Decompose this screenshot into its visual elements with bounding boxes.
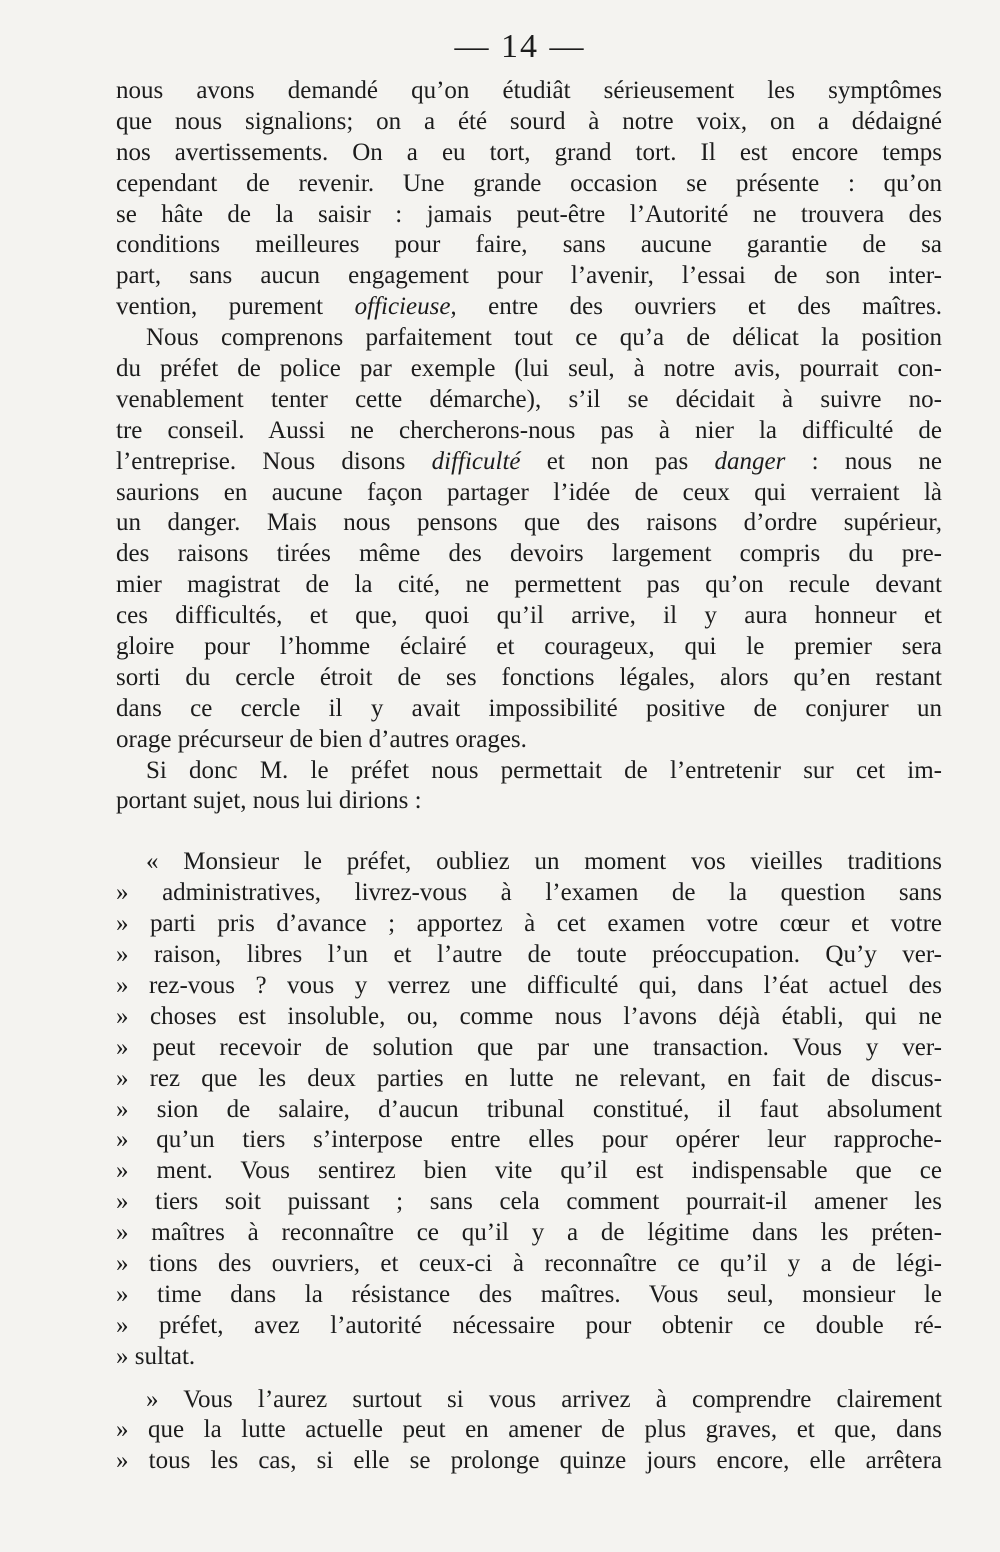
quote-line: » time dans la résistance des maîtres. Vous seul, monsieur le xyxy=(116,1280,942,1308)
text-line: venablement tenter cette démarche), s’il se décidait à suivre no- xyxy=(116,385,942,413)
text-line: mier magistrat de la cité, ne permettent pas qu’on recule devant xyxy=(116,571,942,599)
text-line: nos avertissements. On a eu tort, grand tort. Il est encore temps xyxy=(116,138,942,166)
paragraph xyxy=(116,76,942,323)
text-line: Nous comprenons parfaitement tout ce qu’a de délicat la position xyxy=(146,324,942,352)
quote-line: » tiers soit puissant ; sans cela comment pourrait-il amener les xyxy=(116,1188,942,1216)
page-number: — 14 — xyxy=(454,28,586,65)
quote-line: » qu’un tiers s’interpose entre elles pour opérer leur rapproche- xyxy=(116,1126,942,1154)
paragraph xyxy=(116,323,942,755)
quote-line: » choses est insoluble, ou, comme nous l’avons déjà établi, qui ne xyxy=(116,1002,942,1030)
quote-line: » sultat. xyxy=(116,1342,196,1370)
quote-line: » Vous l’aurez surtout si vous arrivez à comprendre clairement xyxy=(146,1385,942,1413)
text-line xyxy=(116,292,942,323)
text-run: l’entreprise. Nous disons xyxy=(116,447,432,475)
text-line: un danger. Mais nous pensons que des raisons d’ordre supérieur, xyxy=(116,509,942,537)
text-line xyxy=(116,447,942,478)
quotation xyxy=(116,847,942,1477)
quote-line: » administratives, livrez-vous à l’examen de la question sans xyxy=(116,879,942,907)
text-line: conditions meilleures pour faire, sans aucune garantie de sa xyxy=(116,231,942,259)
quote-line: » préfet, avez l’autorité nécessaire pour obtenir ce double ré- xyxy=(116,1311,942,1339)
quote-line: » parti pris d’avance ; apportez à cet examen votre cœur et votre xyxy=(116,910,942,938)
body-text xyxy=(116,76,942,1477)
text-line: cependant de revenir. Une grande occasion se présente : qu’on xyxy=(116,169,942,197)
spacer xyxy=(116,1373,942,1385)
text-line: Si donc M. le préfet nous permettait de l’entretenir sur cet im- xyxy=(146,756,942,784)
text-line: saurions en aucune façon partager l’idée de ceux qui verraient là xyxy=(116,478,942,506)
text-line: dans ce cercle il y avait impossibilité positive de conjurer un xyxy=(116,694,942,722)
text-line: gloire pour l’homme éclairé et courageux, qui le premier sera xyxy=(116,633,942,661)
quote-line: » rez que les deux parties en lutte ne relevant, en fait de discus- xyxy=(116,1064,942,1092)
text-line: orage précurseur de bien d’autres orages. xyxy=(116,725,527,753)
quote-line: » tions des ouvriers, et ceux-ci à reconnaître ce qu’il y a de légi- xyxy=(116,1249,942,1277)
quote-line: » maîtres à reconnaître ce qu’il y a de légitime dans les préten- xyxy=(116,1219,942,1247)
quote-line: » ment. Vous sentirez bien vite qu’il est indispensable que ce xyxy=(116,1157,942,1185)
italic-word: difficulté xyxy=(431,447,521,475)
text-run: entre des ouvriers et des maîtres. xyxy=(456,293,942,321)
quote-line: « Monsieur le préfet, oubliez un moment vos vieilles traditions xyxy=(146,848,942,876)
quote-line: » sion de salaire, d’aucun tribunal constitué, il faut absolument xyxy=(116,1095,942,1123)
quote-line: » raison, libres l’un et l’autre de toute préoccupation. Qu’y ver- xyxy=(116,941,942,969)
text-line: portant sujet, nous lui dirions : xyxy=(116,787,422,815)
paragraph xyxy=(116,756,942,818)
quote-line: » peut recevoir de solution que par une transaction. Vous y ver- xyxy=(116,1033,942,1061)
quote-line: » tous les cas, si elle se prolonge quinze jours encore, elle arrêtera xyxy=(116,1447,942,1475)
text-line: du préfet de police par exemple (lui seul, à notre avis, pourrait con- xyxy=(116,355,942,383)
text-line: nous avons demandé qu’on étudiât sérieusement les symptômes xyxy=(116,77,942,104)
quote-line: » que la lutte actuelle peut en amener de plus graves, et que, dans xyxy=(116,1416,942,1444)
text-line: part, sans aucun engagement pour l’avenir, l’essai de son inter- xyxy=(116,262,942,290)
text-line: se hâte de la saisir : jamais peut-être l’Autorité ne trouvera des xyxy=(116,200,942,228)
text-line: que nous signalions; on a été sourd à notre voix, on a dédaigné xyxy=(116,107,942,135)
text-run: et non pas xyxy=(520,447,715,475)
italic-word: danger xyxy=(714,447,786,475)
italic-word: officieuse, xyxy=(354,293,457,321)
text-line: tre conseil. Aussi ne chercherons-nous pas à nier la difficulté de xyxy=(116,416,942,444)
text-line: ces difficultés, et que, quoi qu’il arrive, il y aura honneur et xyxy=(116,602,942,630)
text-run: : nous ne xyxy=(785,447,942,475)
text-line: sorti du cercle étroit de ses fonctions légales, alors qu’en restant xyxy=(116,663,942,691)
quote-line: » rez-vous ? vous y verrez une difficulté qui, dans l’éat actuel des xyxy=(116,971,942,999)
text-run: vention, purement xyxy=(116,293,355,321)
text-line: des raisons tirées même des devoirs largement compris du pre- xyxy=(116,540,942,568)
